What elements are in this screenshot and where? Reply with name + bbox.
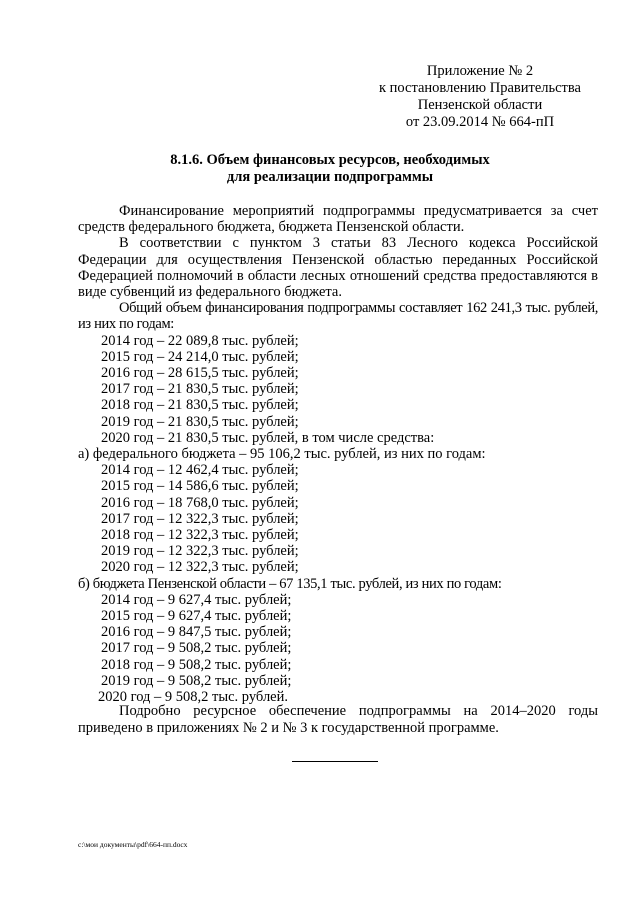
list-item: 2014 год – 12 462,4 тыс. рублей; xyxy=(101,462,299,479)
list-item: 2017 год – 21 830,5 тыс. рублей; xyxy=(101,381,299,398)
list-item: 2020 год – 12 322,3 тыс. рублей; xyxy=(101,559,299,576)
list-item: 2019 год – 9 508,2 тыс. рублей; xyxy=(101,672,292,689)
regional-budget-title: б) бюджета Пензенской области – 67 135,1 тыс. рублей, из них по годам: xyxy=(78,575,502,592)
list-item: 2016 год – 28 615,5 тыс. рублей; xyxy=(101,365,299,382)
document-body xyxy=(78,203,598,705)
section-heading-line-2: для реализации подпрограммы xyxy=(226,169,434,185)
appendix-title: Приложение № 2 xyxy=(426,63,534,79)
regional-years-list xyxy=(78,592,598,705)
list-item: 2016 год – 18 768,0 тыс. рублей; xyxy=(101,494,299,511)
list-item: 2018 год – 9 508,2 тыс. рублей; xyxy=(101,656,292,673)
list-item: 2020 год – 9 508,2 тыс. рублей. xyxy=(98,689,289,706)
paragraph-resource-details: Подробно ресурсное обеспечение подпрограммы на 2014–2020 годы приведено в приложениях № 2 и № 3 к государственной программе. xyxy=(78,703,598,736)
section-heading xyxy=(60,152,600,186)
paragraph-financing-sources: Финансирование мероприятий подпрограммы предусматривается за счет средств федерального бюджета, бюджета Пензенской области. xyxy=(78,203,598,236)
federal-budget-title: а) федерального бюджета – 95 106,2 тыс. рублей, из них по годам: xyxy=(78,446,486,463)
list-item: 2015 год – 9 627,4 тыс. рублей; xyxy=(101,608,292,625)
list-item: 2017 год – 12 322,3 тыс. рублей; xyxy=(101,510,299,527)
federal-years-list xyxy=(78,462,598,575)
list-item: 2016 год – 9 847,5 тыс. рублей; xyxy=(101,624,292,641)
paragraph-legal-basis: В соответствии с пунктом 3 статьи 83 Лесного кодекса Российской Федерации для осуществления Пензенской областью переданных Российской Федерацией полномочий в области лесных отношений средства предоставляются в виде субвенций из федерального бюджета. xyxy=(78,235,598,301)
list-item: 2018 год – 21 830,5 тыс. рублей; xyxy=(101,397,299,414)
list-item: 2019 год – 21 830,5 тыс. рублей; xyxy=(101,413,299,430)
appendix-date-number: от 23.09.2014 № 664-пП xyxy=(405,114,555,130)
appendix-reference: к постановлению Правительства xyxy=(379,80,581,96)
appendix-header xyxy=(360,63,600,131)
list-item: 2018 год – 12 322,3 тыс. рублей; xyxy=(101,527,299,544)
section-heading-line-1: 8.1.6. Объем финансовых ресурсов, необходимых xyxy=(170,152,490,168)
list-item: 2015 год – 24 214,0 тыс. рублей; xyxy=(101,348,299,365)
list-item: 2017 год – 9 508,2 тыс. рублей; xyxy=(101,640,292,657)
divider-line xyxy=(292,761,378,762)
list-item: 2020 год – 21 830,5 тыс. рублей, в том числе средства: xyxy=(101,429,435,446)
list-item: 2014 год – 22 089,8 тыс. рублей; xyxy=(101,332,299,349)
appendix-region: Пензенской области xyxy=(417,97,543,113)
file-path-footer: c:\мои документы\pdf\664-пп.docx xyxy=(78,840,188,849)
list-item: 2015 год – 14 586,6 тыс. рублей; xyxy=(101,478,299,495)
list-item: 2014 год – 9 627,4 тыс. рублей; xyxy=(101,591,292,608)
paragraph-total-volume: Общий объем финансирования подпрограммы составляет 162 241,3 тыс. рублей, из них по годам: xyxy=(78,300,598,333)
total-years-list xyxy=(78,333,598,446)
list-item: 2019 год – 12 322,3 тыс. рублей; xyxy=(101,543,299,560)
